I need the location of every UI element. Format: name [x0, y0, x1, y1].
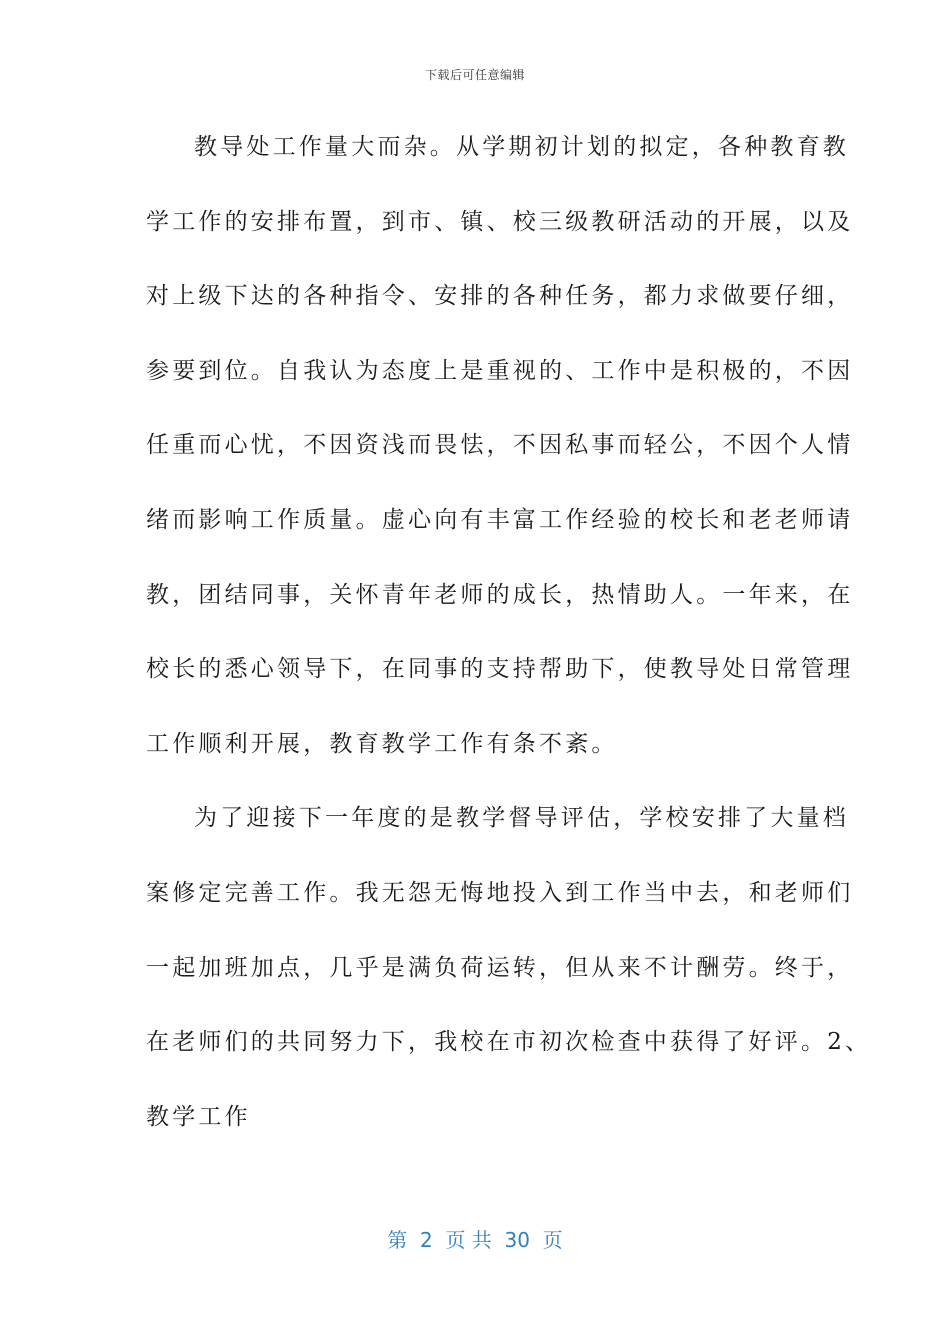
paragraph-1-line-4: 参要到位。自我认为态度上是重视的、工作中是积极的，不因: [146, 357, 854, 384]
paragraph-2-line-1: 为了迎接下一年度的是教学督导评估，学校安排了大量档: [194, 805, 849, 832]
paragraph-2-line-3: 一起加班加点，几乎是满负荷运转，但从来不计酬劳。终于，: [146, 954, 854, 981]
paragraph-1-line-9: 工作顺利开展，教育教学工作有条不紊。: [146, 730, 618, 757]
paragraph-1-line-8: 校长的悉心领导下，在同事的支持帮助下，使教导处日常管理: [146, 656, 854, 683]
header-note: 下载后可任意编辑: [424, 68, 525, 82]
paragraph-1-line-5: 任重而心忧，不因资浅而畏怯，不因私事而轻公，不因个人情: [146, 432, 854, 459]
document-body: [146, 118, 872, 1162]
page-number: 第 2 页 共 30 页: [387, 1228, 563, 1252]
paragraph-1-line-7: 教，团结同事，关怀青年老师的成长，热情助人。一年来，在: [146, 581, 854, 608]
paragraph-2-line-4: 在老师们的共同努力下，我校在市初次检查中获得了好评。2、: [146, 1029, 872, 1056]
paragraph-1-line-2: 学工作的安排布置，到市、镇、校三级教研活动的开展，以及: [146, 208, 854, 235]
paragraph-1-line-1: 教导处工作量大而杂。从学期初计划的拟定，各种教育教: [194, 134, 849, 160]
section-heading: 教学工作: [146, 1103, 251, 1130]
paragraph-1-line-3: 对上级下达的各种指令、安排的各种任务，都力求做要仔细，: [146, 283, 854, 310]
paragraph-1-line-6: 绪而影响工作质量。虚心向有丰富工作经验的校长和老老师请: [146, 506, 854, 533]
paragraph-2-line-2: 案修定完善工作。我无怨无悔地投入到工作当中去，和老师们: [146, 879, 854, 906]
